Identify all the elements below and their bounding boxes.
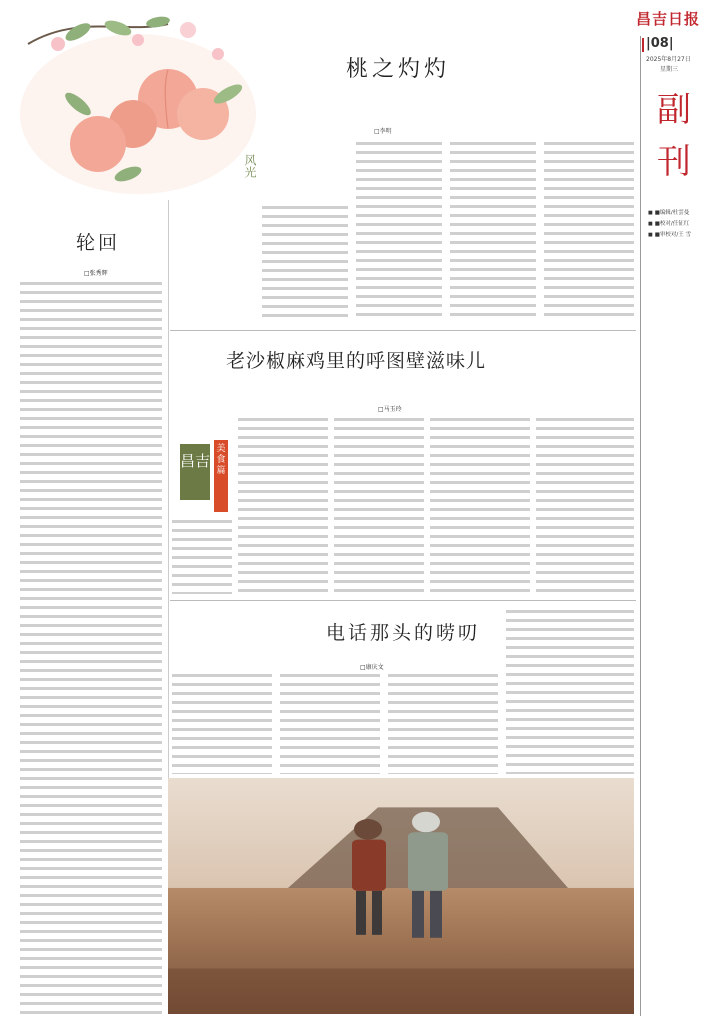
article-title-wheel: 轮回 <box>76 232 121 254</box>
body-text-chicken-col3 <box>430 418 530 594</box>
section-rule <box>170 600 636 601</box>
article-title-chicken: 老沙椒麻鸡里的呼图壁滋味儿 <box>226 350 487 372</box>
article-title-peach: 桃之灼灼 <box>346 57 451 82</box>
body-text-chicken-col1 <box>238 418 328 594</box>
body-text-chicken-col2 <box>334 418 424 594</box>
body-text-chicken-col4 <box>536 418 634 594</box>
body-text-phone-col2 <box>280 674 380 774</box>
body-text-phone-col3 <box>388 674 498 774</box>
article-byline-wheel: □张秀辉 <box>84 270 108 277</box>
newspaper-logo: 昌吉日报 <box>635 10 700 28</box>
elderly-couple-photo <box>168 778 634 1014</box>
sidebar-divider <box>640 36 641 1016</box>
editor-line: ■ ■审校对/王 雪 <box>648 230 691 241</box>
body-text-phone-col4 <box>506 610 634 774</box>
article-byline-phone: □康庆文 <box>360 664 384 671</box>
body-text-chicken-col0 <box>172 520 232 594</box>
column-badge <box>180 438 230 514</box>
body-text-peach-col1 <box>262 206 348 322</box>
issue-date: 2025年8月27日 <box>646 56 691 63</box>
body-text-wheel <box>20 282 162 1014</box>
body-text-phone-col1 <box>172 674 272 774</box>
page-number: |08| <box>646 36 702 51</box>
article-byline-chicken: □马玉玲 <box>378 406 402 413</box>
section-rule <box>170 330 636 331</box>
article-title-phone: 电话那头的唠叨 <box>326 622 481 644</box>
body-text-peach-col3 <box>450 142 536 322</box>
body-text-peach-col2 <box>356 142 442 322</box>
badge-main-label: 昌吉 <box>180 444 210 500</box>
editor-credits <box>648 208 691 241</box>
body-text-peach-col4 <box>544 142 634 322</box>
peach-illustration <box>18 4 258 194</box>
editor-line: ■ ■校对/任征红 <box>648 219 691 230</box>
issue-weekday: 星期三 <box>660 66 679 73</box>
art-caption: 风光 <box>243 154 257 178</box>
article-byline-peach: □李明 <box>374 128 392 135</box>
badge-side-label: 美食篇 <box>214 440 228 512</box>
editor-line: ■ ■编辑/杜雲曼 <box>648 208 691 219</box>
section-name: 副刊 <box>657 90 691 182</box>
